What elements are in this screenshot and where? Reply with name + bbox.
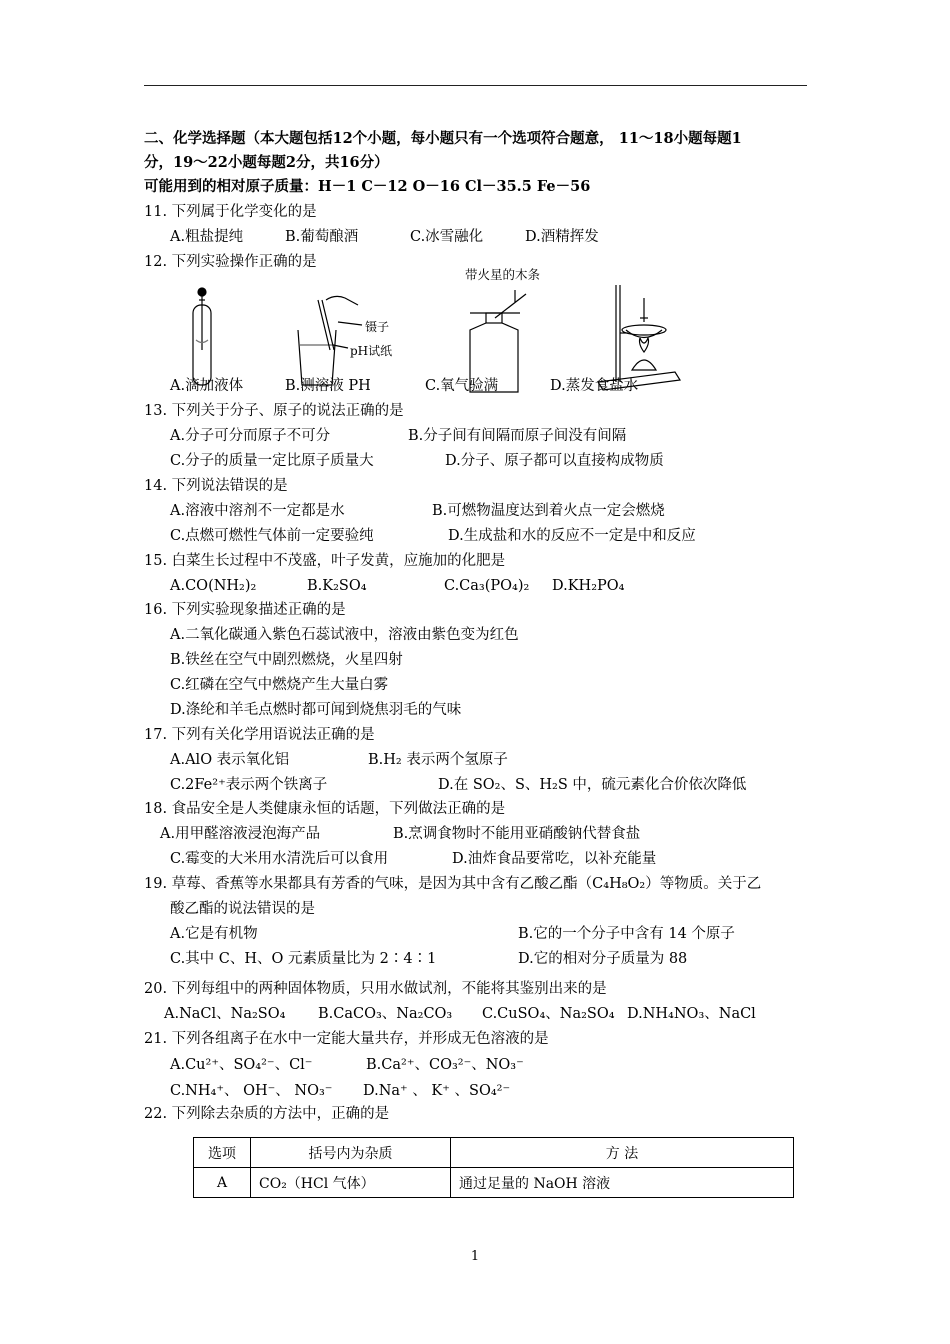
- q13-stem: 13. 下列关于分子、原子的说法正确的是: [144, 403, 404, 419]
- q12-apparatus-illustrations: [0, 0, 950, 400]
- q22-stem: 22. 下列除去杂质的方法中，正确的是: [144, 1106, 390, 1122]
- q17-option-b: B.H₂ 表示两个氢原子: [368, 752, 508, 768]
- q16-option-b: B.铁丝在空气中剧烈燃烧，火星四射: [170, 652, 403, 668]
- q19-stem: 19. 草莓、香蕉等水果都具有芳香的气味，是因为其中含有乙酸乙酯（C₄H₈O₂）等物质。关于乙: [144, 876, 762, 892]
- q21-option-b: B.Ca²⁺、CO₃²⁻、NO₃⁻: [366, 1057, 524, 1073]
- table-header-row: [194, 1138, 794, 1168]
- evaporation-stand-figure: [598, 285, 680, 390]
- q12-tweezers-label: 镊子: [365, 320, 390, 334]
- table-header: 选项: [194, 1138, 251, 1168]
- q19-option-b: B.它的一个分子中含有 14 个原子: [518, 926, 735, 942]
- q20-option-a: A.NaCl、Na₂SO₄: [164, 1006, 286, 1022]
- q12-splint-label: 带火星的木条: [465, 267, 541, 282]
- q14-option-b: B.可燃物温度达到着火点一定会燃烧: [432, 503, 665, 519]
- q17-option-c: C.2Fe²⁺表示两个铁离子: [170, 777, 328, 793]
- q18-option-a: A.用甲醛溶液浸泡海产品: [160, 826, 321, 842]
- q20-option-c: C.CuSO₄、Na₂SO₄: [482, 1006, 615, 1022]
- q16-option-c: C.红磷在空气中燃烧产生大量白雾: [170, 677, 389, 693]
- q17-option-d: D.在 SO₂、S、H₂S 中，硫元素化合价依次降低: [438, 777, 747, 793]
- q16-stem: 16. 下列实验现象描述正确的是: [144, 602, 346, 618]
- q18-stem: 18. 食品安全是人类健康永恒的话题，下列做法正确的是: [144, 801, 506, 817]
- table-cell: A: [194, 1168, 251, 1198]
- q11-option-d: D.酒精挥发: [525, 229, 599, 245]
- section-title: 二、化学选择题（本大题包括12个小题，每小题只有一个选项符合题意， 11～18小题每题1: [144, 130, 742, 147]
- q12-option-c: C.氧气验满: [425, 378, 499, 394]
- q21-option-c: C.NH₄⁺、 OH⁻、 NO₃⁻: [170, 1083, 333, 1099]
- q13-option-c: C.分子的质量一定比原子质量大: [170, 453, 374, 469]
- q12-stem: 12. 下列实验操作正确的是: [144, 254, 317, 270]
- q16-option-a: A.二氧化碳通入紫色石蕊试液中，溶液由紫色变为红色: [170, 627, 519, 643]
- q12-ph-label: pH试纸: [350, 344, 393, 358]
- q14-option-d: D.生成盐和水的反应不一定是中和反应: [448, 528, 696, 544]
- q16-option-d: D.涤纶和羊毛点燃时都可闻到烧焦羽毛的气味: [170, 702, 462, 718]
- q19-stem-cont: 酸乙酯的说法错误的是: [170, 901, 315, 917]
- q18-option-b: B.烹调食物时不能用亚硝酸钠代替食盐: [393, 826, 641, 842]
- q15-option-d: D.KH₂PO₄: [552, 578, 625, 594]
- q13-option-a: A.分子可分而原子不可分: [170, 428, 331, 444]
- q21-option-a: A.Cu²⁺、SO₄²⁻、Cl⁻: [170, 1057, 313, 1073]
- q13-option-d: D.分子、原子都可以直接构成物质: [445, 453, 664, 469]
- dropper-test-tube-figure: [193, 288, 211, 385]
- q11-option-c: C.冰雪融化: [410, 229, 484, 245]
- q15-option-b: B.K₂SO₄: [307, 578, 367, 594]
- q12-option-d: D.蒸发食盐水: [550, 378, 639, 394]
- q18-option-d: D.油炸食品要常吃，以补充能量: [452, 851, 657, 867]
- q17-stem: 17. 下列有关化学用语说法正确的是: [144, 727, 375, 743]
- q15-option-a: A.CO(NH₂)₂: [170, 578, 257, 594]
- table-header: 方 法: [451, 1138, 794, 1168]
- q11-option-b: B.葡萄酿酒: [285, 229, 359, 245]
- q14-stem: 14. 下列说法错误的是: [144, 478, 288, 494]
- q12-option-b: B.测溶液 PH: [285, 378, 371, 394]
- q13-option-b: B.分子间有间隔而原子间没有间隔: [408, 428, 627, 444]
- q14-option-a: A.溶液中溶剂不一定都是水: [170, 503, 345, 519]
- beaker-tweezers-figure: [298, 296, 362, 385]
- q19-option-d: D.它的相对分子质量为 88: [518, 951, 688, 967]
- page-number: 1: [470, 1249, 480, 1264]
- q11-stem: 11. 下列属于化学变化的是: [144, 204, 317, 220]
- table-row: [194, 1168, 794, 1198]
- q19-option-a: A.它是有机物: [170, 926, 258, 942]
- q20-option-d: D.NH₄NO₃、NaCl: [627, 1006, 756, 1022]
- q19-option-c: C.其中 C、H、O 元素质量比为 2∶4∶1: [170, 951, 437, 967]
- section-title-cont: 分，19～22小题每题2分，共16分）: [144, 154, 389, 171]
- q18-option-c: C.霉变的大米用水清洗后可以食用: [170, 851, 389, 867]
- q21-option-d: D.Na⁺ 、 K⁺ 、SO₄²⁻: [363, 1083, 511, 1099]
- q11-option-a: A.粗盐提纯: [170, 229, 244, 245]
- q14-option-c: C.点燃可燃性气体前一定要验纯: [170, 528, 374, 544]
- q12-option-a: A.滴加液体: [170, 378, 244, 394]
- q21-stem: 21. 下列各组离子在水中一定能大量共存，并形成无色溶液的是: [144, 1031, 549, 1047]
- q22-table: [193, 1137, 794, 1198]
- table-cell: 通过足量的 NaOH 溶液: [451, 1168, 794, 1198]
- atomic-masses: 可能用到的相对原子质量：H－1 C－12 O－16 Cl－35.5 Fe－56: [144, 178, 591, 195]
- q20-stem: 20. 下列每组中的两种固体物质，只用水做试剂，不能将其鉴别出来的是: [144, 981, 607, 997]
- table-cell: CO₂（HCl 气体）: [251, 1168, 451, 1198]
- q17-option-a: A.AlO 表示氧化铝: [170, 752, 290, 768]
- q20-option-b: B.CaCO₃、Na₂CO₃: [318, 1006, 453, 1022]
- q15-option-c: C.Ca₃(PO₄)₂: [444, 578, 530, 594]
- table-header: 括号内为杂质: [251, 1138, 451, 1168]
- q15-stem: 15. 白菜生长过程中不茂盛，叶子发黄，应施加的化肥是: [144, 553, 506, 569]
